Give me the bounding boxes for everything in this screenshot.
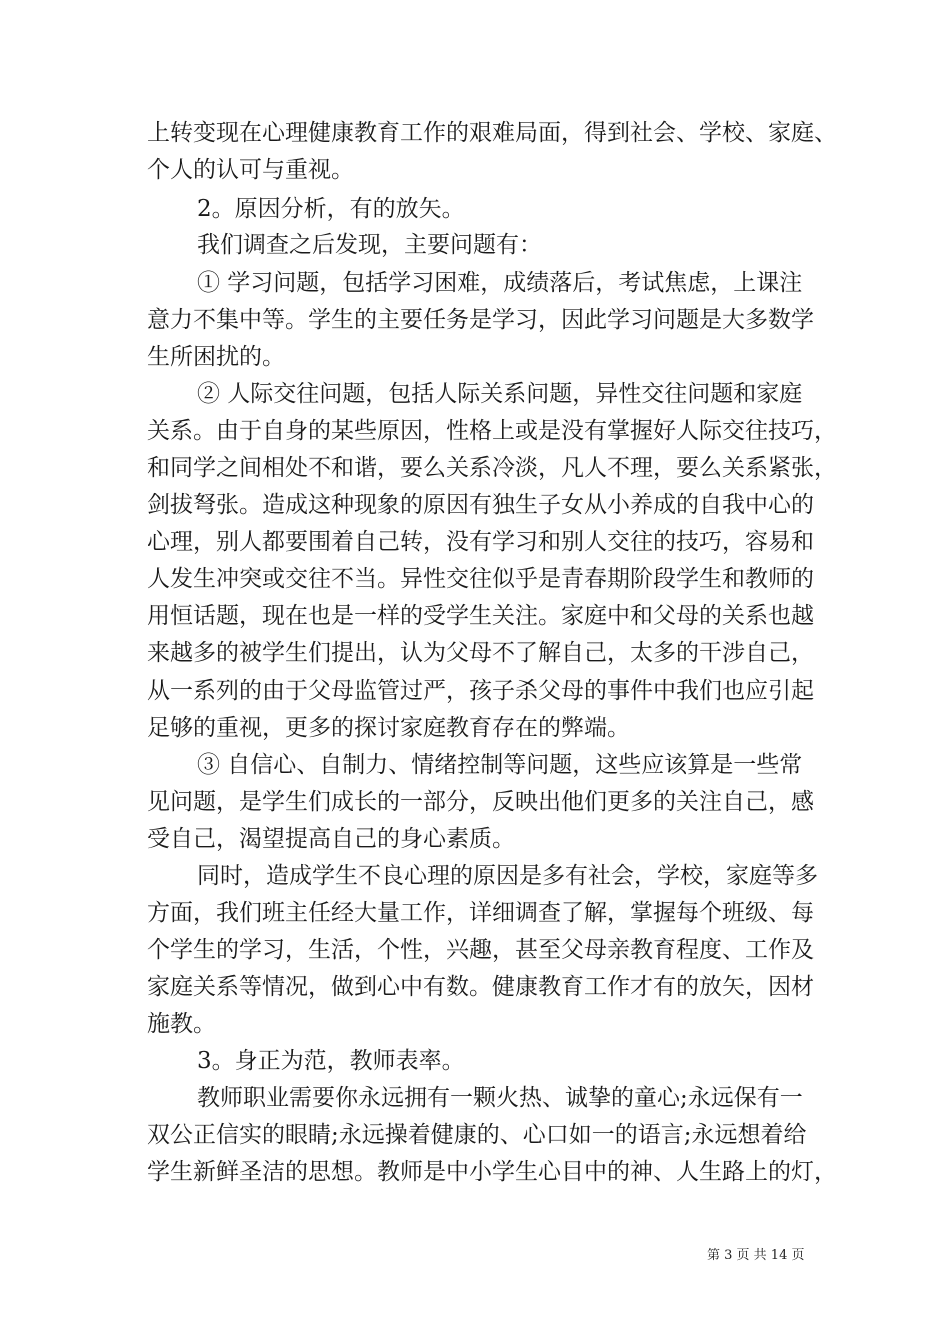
text-line: 生所困扰的。 — [147, 344, 285, 370]
list-item-2: ② 人际交往问题，包括人际关系问题，异性交往问题和家庭 — [197, 381, 803, 407]
text-line: 个人的认可与重视。 — [147, 157, 354, 183]
text-line: 来越多的被学生们提出，认为父母不了解自己，太多的干涉自己， — [147, 640, 814, 666]
text-line: 关系。由于自身的某些原因，性格上或是没有掌握好人际交往技巧， — [147, 418, 837, 444]
text-line: 家庭关系等情况，做到心中有数。健康教育工作才有的放矢，因材 — [147, 974, 814, 1000]
text-line: 从一系列的由于父母监管过严，孩子杀父母的事件中我们也应引起 — [147, 678, 814, 704]
text-line: 足够的重视，更多的探讨家庭教育存在的弊端。 — [147, 715, 630, 741]
section-heading: 2。原因分析，有的放矢。 — [197, 196, 465, 222]
text-line: 上转变现在心理健康教育工作的艰难局面，得到社会、学校、家庭、 — [147, 120, 837, 146]
section-heading: 3。身正为范，教师表率。 — [197, 1048, 465, 1074]
text-line: 人发生冲突或交往不当。异性交往似乎是青春期阶段学生和教师的 — [147, 566, 814, 592]
text-line: 受自己，渴望提高自己的身心素质。 — [147, 826, 515, 852]
text-line: 剑拔弩张。造成这种现象的原因有独生子女从小养成的自我中心的 — [147, 492, 814, 518]
page-number: 第 3 页 共 14 页 — [707, 1248, 805, 1263]
text-line: 和同学之间相处不和谐，要么关系冷淡，凡人不理，要么关系紧张， — [147, 455, 837, 481]
list-item-1: ① 学习问题，包括学习困难，成绩落后，考试焦虑，上课注 — [197, 270, 803, 296]
text-line: 教师职业需要你永远拥有一颗火热、诚挚的童心;永远保有一 — [197, 1085, 803, 1111]
text-line: 见问题，是学生们成长的一部分，反映出他们更多的关注自己，感 — [147, 789, 814, 815]
list-item-3: ③ 自信心、自制力、情绪控制等问题，这些应该算是一些常 — [197, 752, 803, 778]
text-line: 施教。 — [147, 1011, 216, 1037]
text-line: 方面，我们班主任经大量工作，详细调查了解，掌握每个班级、每 — [147, 900, 814, 926]
text-line: 个学生的学习，生活，个性，兴趣，甚至父母亲教育程度、工作及 — [147, 937, 814, 963]
text-line: 意力不集中等。学生的主要任务是学习，因此学习问题是大多数学 — [147, 307, 814, 333]
text-line: 学生新鲜圣洁的思想。教师是中小学生心目中的神、人生路上的灯， — [147, 1159, 837, 1185]
text-line: 心理，别人都要围着自己转，没有学习和别人交往的技巧，容易和 — [147, 529, 814, 555]
text-line: 用恒话题，现在也是一样的受学生关注。家庭中和父母的关系也越 — [147, 603, 814, 629]
text-line: 同时，造成学生不良心理的原因是多有社会，学校，家庭等多 — [197, 863, 818, 889]
text-line: 我们调查之后发现，主要问题有： — [197, 232, 542, 258]
text-line: 双公正信实的眼睛;永远操着健康的、心口如一的语言;永远想着给 — [147, 1122, 807, 1148]
